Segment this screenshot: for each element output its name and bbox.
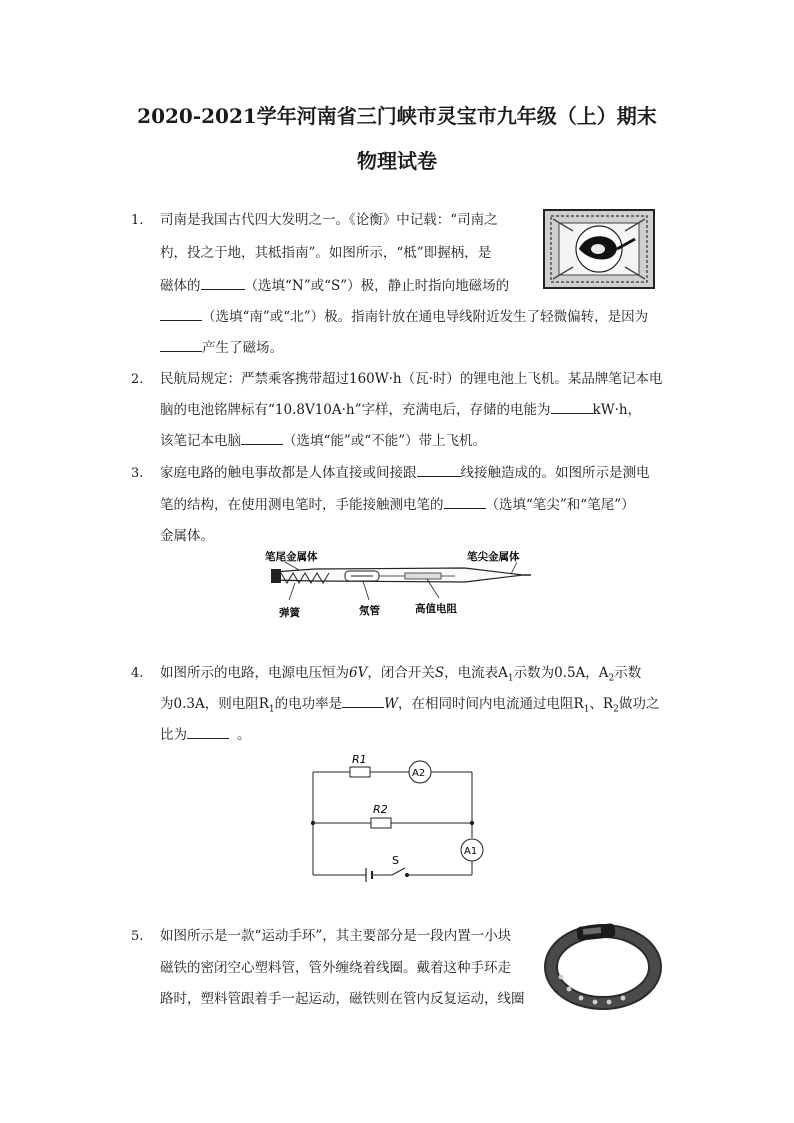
fitness-band-image xyxy=(543,915,663,1015)
answer-blank[interactable] xyxy=(444,496,486,509)
spring-label: 弹簧 xyxy=(279,607,300,619)
paper-subtitle: 物理试卷 xyxy=(357,149,437,173)
circuit-diagram xyxy=(300,748,500,888)
sinan-compass-image xyxy=(543,209,655,289)
question-text-line: 笔的结构，在使用测电笔时，手能接触测电笔的 （选填“笔尖”和“笔尾”） xyxy=(160,497,635,513)
r2-label: R2 xyxy=(373,803,388,816)
answer-blank[interactable] xyxy=(551,401,593,414)
question-text-line: 为0.3A，则电阻$R_1$的电功率是 W，在相同时间内电流通过电阻$R_1$、$R_2$做功之 xyxy=(160,696,660,715)
question-text-line: 磁体的 （选填“N”或“S”）极，静止时指向地磁场的 xyxy=(160,278,510,294)
question-number: 1. xyxy=(131,213,144,228)
ammeter-a2-label: A2 xyxy=(412,768,426,779)
resistor-label: 高值电阻 xyxy=(415,603,457,615)
question-text-line: 如图所示是一款“运动手环”，其主要部分是一段内置一小块 xyxy=(160,928,512,944)
question-text-line: 民航局规定：严禁乘客携带超过160W·h（瓦·时）的锂电池上飞机。某品牌笔记本电 xyxy=(160,371,663,387)
question-text-line: 比为 。 xyxy=(160,727,251,743)
question-number: 4. xyxy=(131,666,144,681)
neon-tube-label: 氖管 xyxy=(359,605,380,617)
question-text-line: 路时，塑料管跟着手一起运动，磁铁则在管内反复运动，线圈 xyxy=(160,991,525,1007)
question-text-line: 磁铁的密闭空心塑料管，管外缠绕着线圈。戴着这种手环走 xyxy=(160,960,511,976)
switch-label: S xyxy=(392,854,399,867)
answer-blank[interactable] xyxy=(201,277,245,290)
question-text-line: 该笔记本电脑 （选填“能”或“不能”）带上飞机。 xyxy=(160,433,487,449)
test-pen-figure xyxy=(255,550,535,622)
question-text-line: 司南是我国古代四大发明之一。《论衡》中记载：“司南之 xyxy=(160,212,498,228)
answer-blank[interactable] xyxy=(417,464,461,477)
tip-metal-label: 笔尖金属体 xyxy=(467,551,520,563)
question-text-line: 家庭电路的触电事故都是人体直接或间接跟 线接触造成的。如图所示是测电 xyxy=(160,465,650,481)
question-text-line: 脑的电池铭牌标有“10.8V10A·h”字样，充满电后，存储的电能为 kW·h， xyxy=(160,402,642,418)
ammeter-a1-label: A1 xyxy=(464,846,478,857)
question-text-line: 如图所示的电路，电源电压恒为6V，闭合开关S，电流表$A_1$示数为0.5A，$A_2$示数 xyxy=(160,665,642,684)
question-text-line: 金属体。 xyxy=(160,528,214,544)
question-text-line: 杓，投之于地，其柢指南”。如图所示，“柢”即握柄，是 xyxy=(160,245,492,261)
paper-title: 2020-2021学年河南省三门峡市灵宝市九年级（上）期末 xyxy=(137,104,657,128)
answer-blank[interactable] xyxy=(160,339,202,352)
question-text-line: （选填“南”或“北”）极。指南针放在通电导线附近发生了轻微偏转，是因为 xyxy=(160,308,648,326)
answer-blank[interactable] xyxy=(241,432,283,445)
answer-blank[interactable] xyxy=(187,726,229,739)
r1-label: R1 xyxy=(352,753,367,766)
question-number: 2. xyxy=(131,372,144,387)
answer-blank[interactable] xyxy=(160,308,202,321)
question-number: 5. xyxy=(131,929,144,944)
question-number: 3. xyxy=(131,466,144,481)
question-text-line: 产生了磁场。 xyxy=(160,339,283,357)
answer-blank[interactable] xyxy=(342,695,384,708)
tail-metal-label: 笔尾金属体 xyxy=(265,551,318,563)
